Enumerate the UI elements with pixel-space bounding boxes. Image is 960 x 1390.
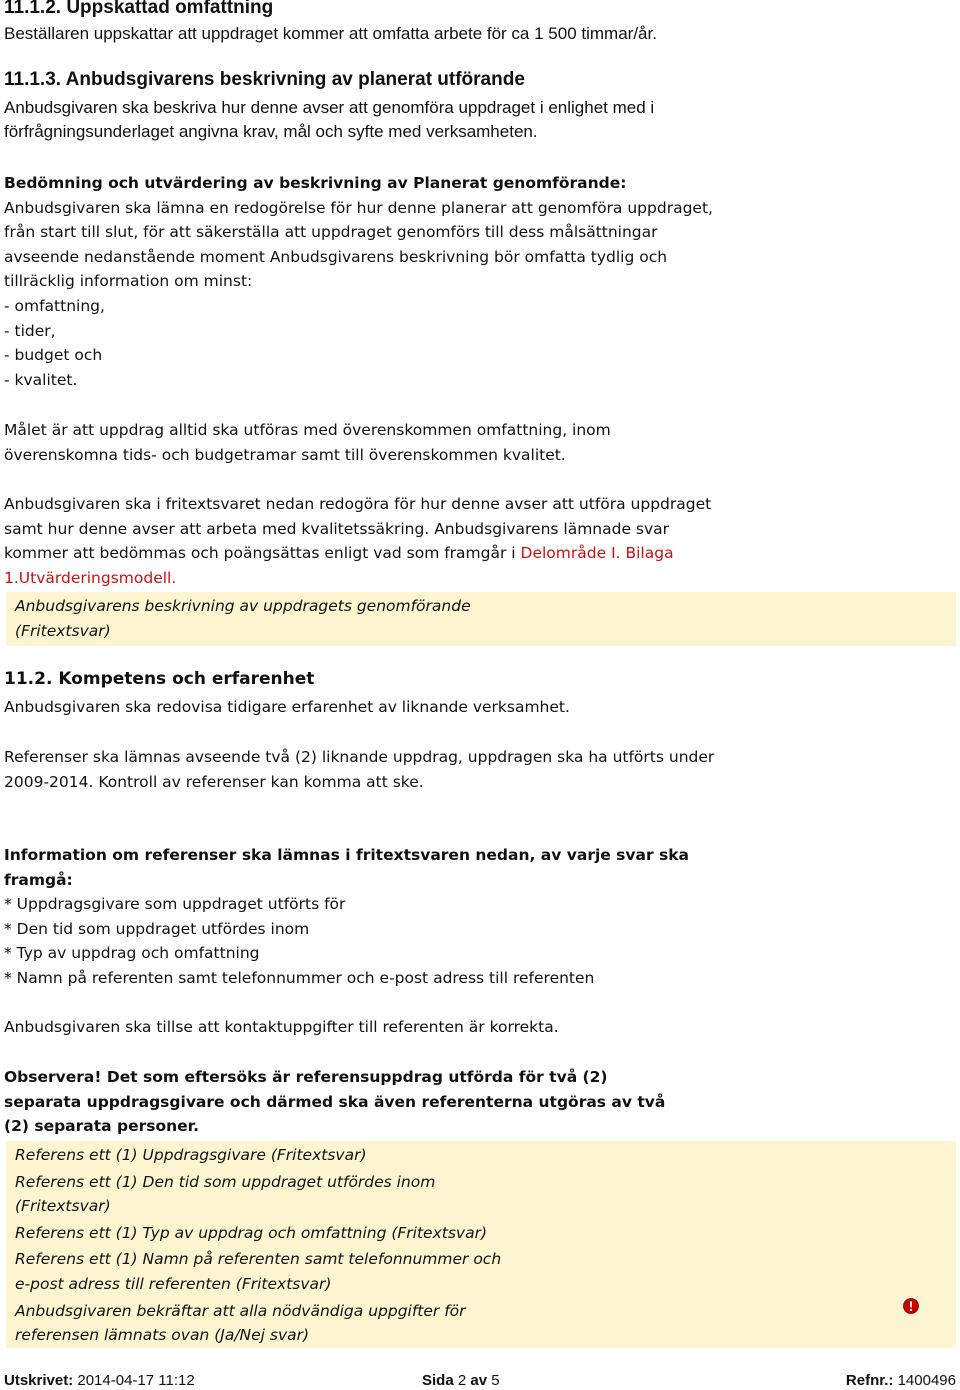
paragraph-line: Anbudsgivaren ska lämna en redogörelse för hur denne planerar att genomföra uppdraget, xyxy=(4,198,713,217)
footer-page-total: 5 xyxy=(491,1372,500,1389)
footer-page-current: 2 xyxy=(457,1372,467,1389)
answer-field-tid[interactable]: Referens ett (1) Den tid som uppdraget utfördes inom xyxy=(15,1172,436,1191)
answer-type-label: referensen lämnats ovan (Ja/Nej svar) xyxy=(15,1326,310,1345)
list-item: - budget och xyxy=(4,346,103,365)
footer-page-label: Sida xyxy=(422,1372,454,1389)
answer-type-label: e-post adress till referenten (Fritextsvar) xyxy=(15,1274,332,1293)
observera-line: (2) separata personer. xyxy=(4,1117,200,1136)
answer-field-uppdragsgivare[interactable]: Referens ett (1) Uppdragsgivare (Fritextsvar) xyxy=(15,1146,367,1164)
footer-printed xyxy=(4,1372,195,1390)
answer-field-bekraftelse[interactable]: Anbudsgivaren bekräftar att alla nödvändiga uppgifter för xyxy=(15,1301,466,1320)
answer-label: Anbudsgivarens beskrivning av uppdragets genomförande xyxy=(15,597,471,615)
section-text-kompetens: Anbudsgivaren ska redovisa tidigare erfarenhet av liknande verksamhet. xyxy=(4,698,570,716)
answer-field-genomforande[interactable] xyxy=(6,592,956,646)
list-item: * Den tid som uppdraget utfördes inom xyxy=(4,919,310,938)
bedomning-block xyxy=(4,171,713,392)
paragraph-line: Målet är att uppdrag alltid ska utföras med överenskommen omfattning, inom xyxy=(4,421,611,439)
paragraph-line: avseende nedanstående moment Anbudsgivarens beskrivning bör omfatta tydlig och xyxy=(4,247,668,266)
answer-fields-referens xyxy=(6,1141,956,1348)
footer-refnr xyxy=(846,1372,956,1390)
paragraph-line: tillräcklig information om minst: xyxy=(4,272,253,291)
fritext-paragraph xyxy=(4,492,711,590)
answer-field-namn[interactable]: Referens ett (1) Namn på referenten samt telefonnummer och xyxy=(15,1250,502,1269)
footer-page-of: av xyxy=(470,1372,488,1389)
delomrade-link[interactable]: Delområde I. Bilaga xyxy=(520,544,674,563)
bedomning-heading: Bedömning och utvärdering av beskrivning av Planerat genomförande: xyxy=(4,174,627,192)
paragraph-line: 2009-2014. Kontroll av referenser kan komma att ske. xyxy=(4,772,424,791)
section-text-planerat-utforande xyxy=(4,96,654,144)
list-item: * Namn på referenten samt telefonnummer och e-post adress till referenten xyxy=(4,968,595,987)
info-block xyxy=(4,843,689,991)
list-item: - tider, xyxy=(4,321,56,340)
list-item: - kvalitet. xyxy=(4,370,78,389)
paragraph-line: samt hur denne avser att arbeta med kvalitetssäkring. Anbudsgivarens lämnade svar xyxy=(4,519,670,538)
referenser-paragraph xyxy=(4,745,714,794)
footer-ref-value: 1400496 xyxy=(897,1372,956,1389)
observera-line: Observera! Det som eftersöks är referensuppdrag utförda för två (2) xyxy=(4,1068,608,1086)
section-heading-planerat-utforande: 11.1.3. Anbudsgivarens beskrivning av planerat utförande xyxy=(4,69,525,90)
section-text-uppskattad-omfattning: Beställaren uppskattar att uppdraget kommer att omfatta arbete för ca 1 500 timmar/år. xyxy=(4,24,657,43)
list-item: * Typ av uppdrag och omfattning xyxy=(4,944,260,963)
info-heading: Information om referenser ska lämnas i fritextsvaren nedan, av varje svar ska xyxy=(4,846,690,864)
list-item: * Uppdragsgivare som uppdraget utförts för xyxy=(4,895,346,914)
footer-printed-label: Utskrivet: xyxy=(4,1372,74,1389)
utvarderingsmodell-link[interactable]: 1.Utvärderingsmodell. xyxy=(4,568,177,587)
info-heading: framgå: xyxy=(4,870,73,889)
kontakt-paragraph: Anbudsgivaren ska tillse att kontaktuppgifter till referenten är korrekta. xyxy=(4,1018,559,1036)
observera-line: separata uppdragsgivare och därmed ska även referenterna utgöras av två xyxy=(4,1092,666,1111)
footer-printed-value: 2014-04-17 11:12 xyxy=(77,1372,195,1389)
paragraph-text: kommer att bedömmas och poängsättas enligt vad som framgår i xyxy=(4,544,521,563)
paragraph-line: från start till slut, för att säkerställa att uppdraget genomförs till dess målsättningar xyxy=(4,223,658,242)
answer-type-label: (Fritextsvar) xyxy=(15,621,111,640)
section-heading-kompetens: 11.2. Kompetens och erfarenhet xyxy=(4,669,315,689)
paragraph-line: förfrågningsunderlaget angivna krav, mål och syfte med verksamheten. xyxy=(4,122,538,141)
paragraph-line: Anbudsgivaren ska beskriva hur denne avser att genomföra uppdraget i enlighet med i xyxy=(4,98,655,117)
paragraph-line: överenskomna tids- och budgetramar samt till överenskommen kvalitet. xyxy=(4,445,566,464)
observera-block xyxy=(4,1065,665,1139)
answer-field-typ[interactable]: Referens ett (1) Typ av uppdrag och omfattning (Fritextsvar) xyxy=(15,1223,488,1242)
list-item: - omfattning, xyxy=(4,296,105,315)
section-heading-uppskattad-omfattning: 11.1.2. Uppskattad omfattning xyxy=(4,0,274,18)
paragraph-line: Anbudsgivaren ska i fritextsvaret nedan redogöra för hur denne avser att utföra uppdraget xyxy=(4,495,712,513)
footer-page-number xyxy=(422,1372,500,1390)
paragraph-line xyxy=(4,541,711,566)
answer-type-label: (Fritextsvar) xyxy=(15,1197,111,1216)
paragraph-line: Referenser ska lämnas avseende två (2) liknande uppdrag, uppdragen ska ha utförts under xyxy=(4,748,715,766)
malet-paragraph xyxy=(4,418,611,467)
footer-ref-label: Refnr.: xyxy=(845,1372,894,1389)
warning-icon[interactable] xyxy=(903,1298,919,1314)
page-footer xyxy=(4,1372,956,1390)
